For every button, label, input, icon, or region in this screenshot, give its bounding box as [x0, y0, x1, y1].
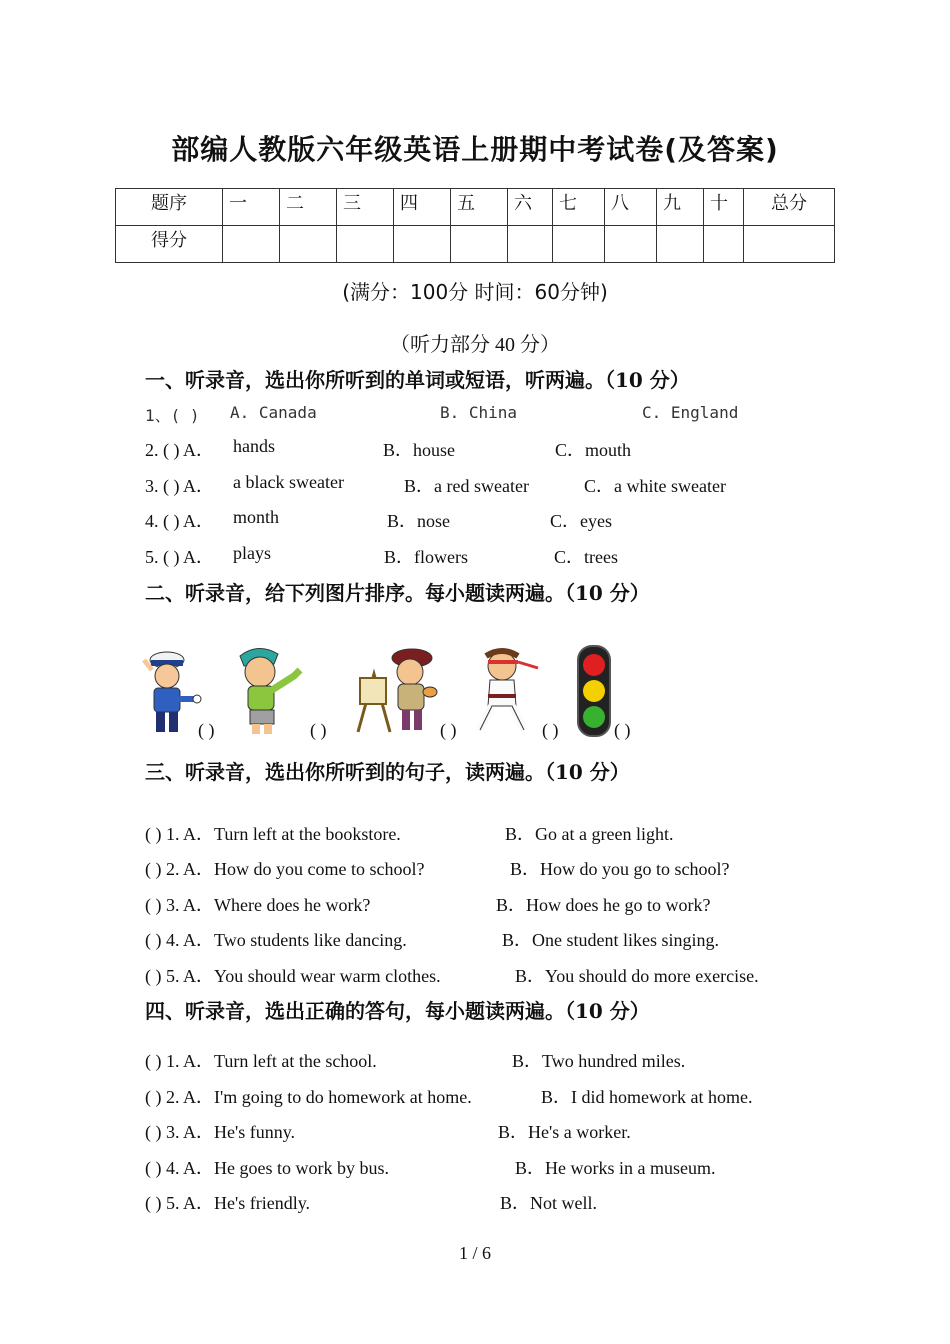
score-cell[interactable]: [553, 226, 605, 263]
picture5-answer-blank[interactable]: ( ): [614, 720, 631, 740]
s3-q2-option-a: ( ) 2. A．How do you come to school?: [145, 859, 425, 879]
s4-q1-option-b: B．Two hundred miles.: [512, 1051, 686, 1071]
score-table-score-row: [116, 226, 835, 263]
s4-q1-option-a: ( ) 1. A．Turn left at the school.: [145, 1051, 377, 1071]
header-cell: 三: [337, 189, 394, 226]
q2-option-c: C．mouth: [555, 440, 632, 460]
q5-option-b: B．flowers: [384, 547, 468, 567]
q4-number: 4. ( ) A．: [145, 511, 214, 531]
picture1-answer-blank[interactable]: ( ): [198, 720, 215, 740]
header-cell: 七: [553, 189, 605, 226]
header-cell: 一: [223, 189, 280, 226]
listening-note: （听力部分 40 分）: [390, 334, 560, 356]
s4-q3-option-b: B．He's a worker.: [498, 1122, 631, 1142]
header-cell: 四: [394, 189, 451, 226]
q3-option-c: C．a white sweater: [584, 476, 726, 496]
header-cell: 总分: [744, 189, 835, 226]
s4-q3-option-a: ( ) 3. A．He's funny.: [145, 1122, 296, 1142]
picture4-answer-blank[interactable]: ( ): [542, 720, 559, 740]
score-cell[interactable]: [280, 226, 337, 263]
karate-kid-image: [472, 646, 542, 738]
s4-q4-option-b: B．He works in a museum.: [515, 1158, 716, 1178]
score-cell[interactable]: [605, 226, 657, 263]
s3-q4-option-b: B．One student likes singing.: [502, 930, 719, 950]
q3-number: 3. ( ) A．: [145, 476, 214, 496]
header-cell: 五: [451, 189, 508, 226]
header-cell: 九: [657, 189, 704, 226]
section1-heading: 一、听录音，选出你所听到的单词或短语，听两遍。（10 分）: [145, 368, 690, 392]
s4-q5-option-a: ( ) 5. A．He's friendly.: [145, 1193, 311, 1213]
section2-heading: 二、听录音，给下列图片排序。每小题读两遍。（10 分）: [145, 581, 650, 605]
header-cell: 二: [280, 189, 337, 226]
q3-option-a: a black sweater: [233, 472, 344, 492]
s3-q1-option-a: ( ) 1. A．Turn left at the bookstore.: [145, 824, 401, 844]
q1-option-a: A. Canada: [230, 403, 317, 422]
score-cell[interactable]: [744, 226, 835, 263]
boy-pointing-image: [234, 646, 306, 738]
picture2-answer-blank[interactable]: ( ): [310, 720, 327, 740]
q3-option-b: B．a red sweater: [404, 476, 529, 496]
header-cell: 题序: [116, 189, 223, 226]
q5-option-a: plays: [233, 543, 271, 563]
s4-q2-option-b: B．I did homework at home.: [541, 1087, 753, 1107]
q5-number: 5. ( ) A．: [145, 547, 214, 567]
s4-q2-option-a: ( ) 2. A．I'm going to do homework at home.: [145, 1087, 472, 1107]
score-cell[interactable]: [657, 226, 704, 263]
s3-q1-option-b: B．Go at a green light.: [505, 824, 674, 844]
q2-number: 2. ( ) A．: [145, 440, 214, 460]
section3-heading: 三、听录音，选出你所听到的句子，读两遍。（10 分）: [145, 760, 630, 784]
s3-q3-option-b: B．How does he go to work?: [496, 895, 711, 915]
s3-q2-option-b: B．How do you go to school?: [510, 859, 730, 879]
page-title: 部编人教版六年级英语上册期中考试卷(及答案): [171, 133, 779, 166]
s4-q4-option-a: ( ) 4. A．He goes to work by bus.: [145, 1158, 389, 1178]
section4-heading: 四、听录音，选出正确的答句，每小题读两遍。（10 分）: [145, 999, 650, 1023]
q4-option-a: month: [233, 507, 280, 527]
score-cell[interactable]: [451, 226, 508, 263]
s3-q4-option-a: ( ) 4. A．Two students like dancing.: [145, 930, 407, 950]
police-officer-image: [140, 646, 202, 738]
header-cell: 六: [508, 189, 553, 226]
q4-option-b: B．nose: [387, 511, 450, 531]
traffic-light-image: [576, 644, 612, 738]
s3-q3-option-a: ( ) 3. A．Where does he work?: [145, 895, 371, 915]
picture3-answer-blank[interactable]: ( ): [440, 720, 457, 740]
q2-option-a: hands: [233, 436, 275, 456]
score-table: [115, 188, 835, 263]
painter-image: [354, 644, 438, 736]
score-cell[interactable]: [394, 226, 451, 263]
score-cell[interactable]: [337, 226, 394, 263]
q1-number: 1、( ): [145, 406, 200, 425]
s3-q5-option-a: ( ) 5. A．You should wear warm clothes.: [145, 966, 441, 986]
q1-option-c: C. England: [642, 403, 739, 422]
s4-q5-option-b: B．Not well.: [500, 1193, 597, 1213]
q1-option-b: B. China: [440, 403, 518, 422]
header-cell: 八: [605, 189, 657, 226]
q5-option-c: C．trees: [554, 547, 618, 567]
q4-option-c: C．eyes: [550, 511, 612, 531]
score-table-header-row: [116, 189, 835, 226]
score-cell[interactable]: [508, 226, 553, 263]
score-cell[interactable]: [704, 226, 744, 263]
q2-option-b: B．house: [383, 440, 455, 460]
full-score-note: (满分：100分 时间：60分钟): [342, 280, 608, 304]
header-cell: 十: [704, 189, 744, 226]
score-cell[interactable]: [223, 226, 280, 263]
page-number: 1 / 6: [458, 1243, 491, 1263]
s3-q5-option-b: B．You should do more exercise.: [515, 966, 759, 986]
row-label-cell: 得分: [116, 226, 223, 263]
